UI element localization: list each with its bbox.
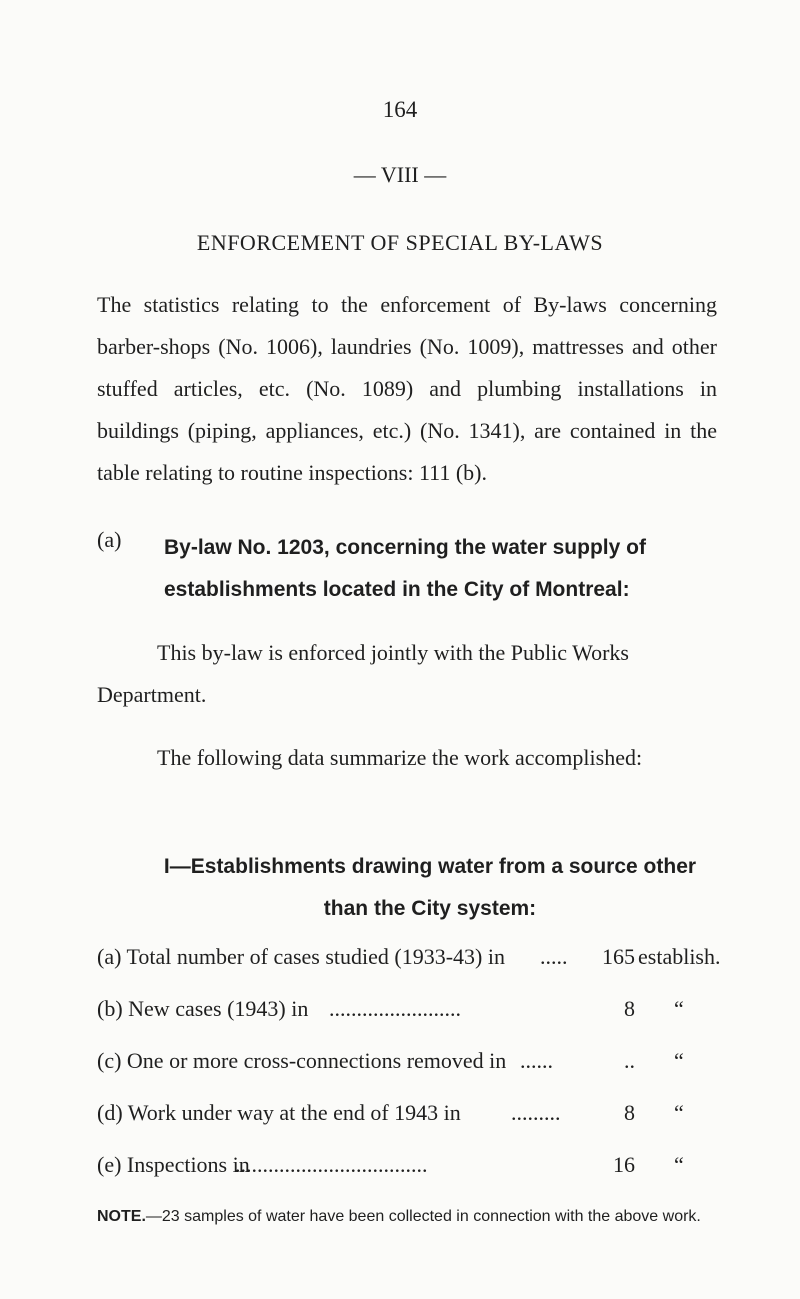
bylaw-heading: By-law No. 1203, concerning the water supply of establishments located in the City of Montreal:: [164, 536, 646, 601]
summary-text: The following data summarize the work accomplished:: [157, 745, 643, 770]
sub-heading: I—Establishments drawing water from a source other than the City system:: [163, 855, 697, 920]
data-row-e: [97, 1152, 747, 1204]
row-leader-dots: ......: [520, 1048, 553, 1073]
enforced-text: This by-law is enforced jointly with the Public Works Department.: [97, 640, 629, 707]
data-row-c: [97, 1048, 747, 1100]
row-value: 8: [624, 996, 635, 1021]
data-row-b: [97, 996, 747, 1048]
row-unit: establish.: [638, 944, 721, 969]
row-leader-dots: .........: [511, 1100, 561, 1125]
row-label: (e) Inspections in: [97, 1152, 250, 1177]
page-title: ENFORCEMENT OF SPECIAL BY-LAWS: [196, 230, 604, 255]
row-leader-dots: ........................: [329, 996, 461, 1021]
data-list: [97, 944, 747, 1204]
row-value: ..: [624, 1048, 635, 1073]
row-label: (d) Work under way at the end of 1943 in: [97, 1100, 461, 1125]
footnote: [97, 1205, 737, 1229]
row-unit: “: [674, 996, 684, 1021]
row-value: 8: [624, 1100, 635, 1125]
enforced-paragraph: [97, 632, 722, 716]
note-lead: NOTE.: [97, 1208, 146, 1225]
intro-paragraph: The statistics relating to the enforcement of By-laws concerning barber-shops (No. 1006), laundries (No. 1009), mattresses and other stuffed articles, etc. (No. 1089) and plumbing installations in buildings (piping, appliances, etc.) (No. 1341), are contained in the table relating to routine inspections: 111 (b).: [97, 292, 717, 485]
data-row-d: [97, 1100, 747, 1152]
row-value: 16: [613, 1152, 635, 1177]
row-unit: “: [674, 1100, 684, 1125]
row-leader-dots: ...................................: [235, 1152, 428, 1177]
row-unit: “: [674, 1048, 684, 1073]
row-label: (a) Total number of cases studied (1933-43) in: [97, 944, 505, 969]
section-number: — VIII —: [353, 162, 447, 187]
row-value: 165: [602, 944, 635, 969]
row-label: (c) One or more cross-connections removed in: [97, 1048, 507, 1073]
note-text: —23 samples of water have been collected in connection with the above work.: [145, 1208, 701, 1225]
row-leader-dots: .....: [540, 944, 568, 969]
data-row-a: [97, 944, 747, 996]
page-number: 164: [382, 97, 418, 122]
row-unit: “: [674, 1152, 684, 1177]
bylaw-label: (a): [97, 527, 122, 552]
row-label: (b) New cases (1943) in: [97, 996, 309, 1021]
